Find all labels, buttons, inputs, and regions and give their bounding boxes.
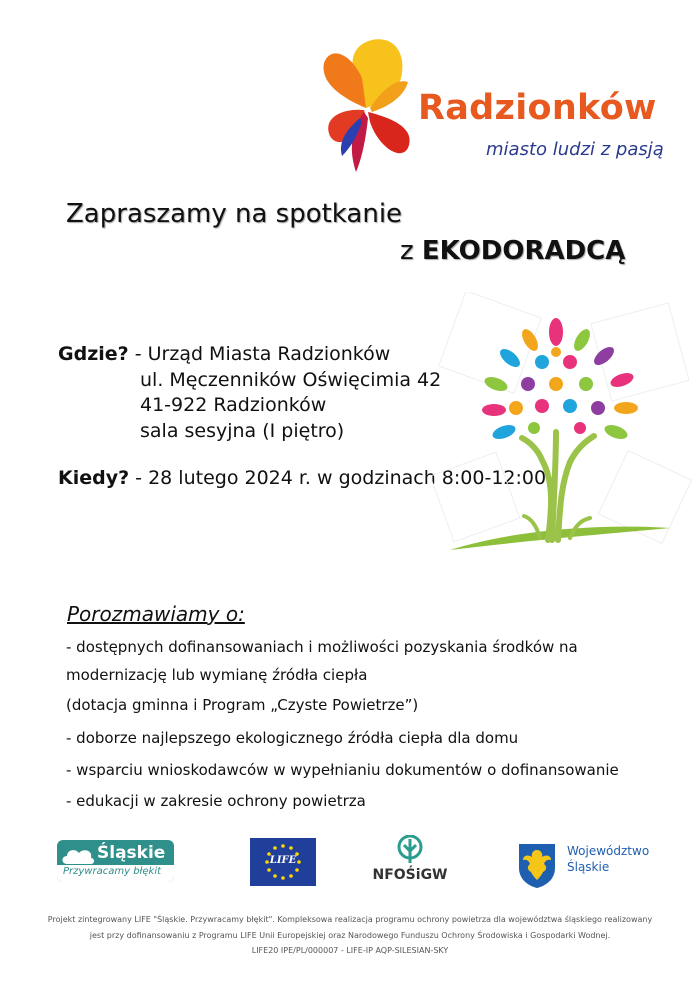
where-label: Gdzie? <box>58 343 129 365</box>
where-address-name: - Urząd Miasta Radzionków <box>128 343 391 365</box>
topic-item: modernizację lub wymianę źródła ciepła <box>66 666 368 684</box>
topic-item: - dostępnych dofinansowaniach i możliwości pozyskania środków na <box>66 638 578 656</box>
brand-name: Radzionków <box>418 88 657 128</box>
slaskie-title: Śląskie <box>97 843 166 863</box>
nfosigw-logo <box>368 835 452 889</box>
nfosigw-text: NFOŚiGW <box>372 867 448 883</box>
title-emphasis: EKODORADCĄ <box>421 236 626 266</box>
page-title-line2 <box>400 236 625 266</box>
wojewodztwo-line1: Województwo <box>567 844 650 858</box>
where-line3: 41-922 Radzionków <box>140 394 327 416</box>
page-title-line1: Zapraszamy na spotkanie <box>66 199 403 229</box>
brand-tagline: miasto ludzi z pasją <box>486 139 664 160</box>
when-label: Kiedy? <box>58 467 130 489</box>
where-line1 <box>58 343 390 365</box>
life-text: LIFE <box>269 855 297 866</box>
footer-line3: LIFE20 IPE/PL/000007 - LIFE-IP AQP-SILESIAN-SKY <box>251 946 449 955</box>
footer-line1: Projekt zintegrowany LIFE "Śląskie. Przywracamy błękit". Kompleksowa realizacja programu ochrony powietrza dla województwa śląskiego realizowany <box>47 915 653 924</box>
when-text: - 28 lutego 2024 r. w godzinach 8:00-12:00 <box>129 467 547 489</box>
life-eu-logo <box>250 838 316 886</box>
tree-hands-illustration-icon <box>430 292 700 562</box>
cloud-icon <box>61 846 95 866</box>
nfosigw-emblem-icon <box>396 835 424 865</box>
eagle-crest-icon <box>517 842 557 888</box>
where-line2: ul. Męczenników Oświęcimia 42 <box>140 369 442 391</box>
butterfly-logo-icon <box>312 38 420 176</box>
topic-item: (dotacja gminna i Program „Czyste Powietrze”) <box>66 696 419 714</box>
footer-line2: jest przy dofinansowaniu z Programu LIFE Unii Europejskiej oraz Narodowego Funduszu Ochrony Środowiska i Gospodarki Wodnej. <box>89 931 611 940</box>
topic-item: - edukacji w zakresie ochrony powietrza <box>66 792 366 810</box>
topic-item: - doborze najlepszego ekologicznego źródła ciepła dla domu <box>66 729 519 747</box>
topics-heading: Porozmawiamy o: <box>67 602 245 626</box>
topic-item: - wsparciu wnioskodawców w wypełnianiu dokumentów o dofinansowanie <box>66 761 619 779</box>
wojewodztwo-line2: Śląskie <box>567 860 610 874</box>
where-line4: sala sesyjna (I piętro) <box>140 420 345 442</box>
slaskie-subtitle: Przywracamy błękit <box>63 866 162 877</box>
wojewodztwo-slaskie-logo <box>515 840 655 890</box>
slaskie-logo <box>57 840 174 882</box>
title-prefix: z <box>400 236 422 266</box>
